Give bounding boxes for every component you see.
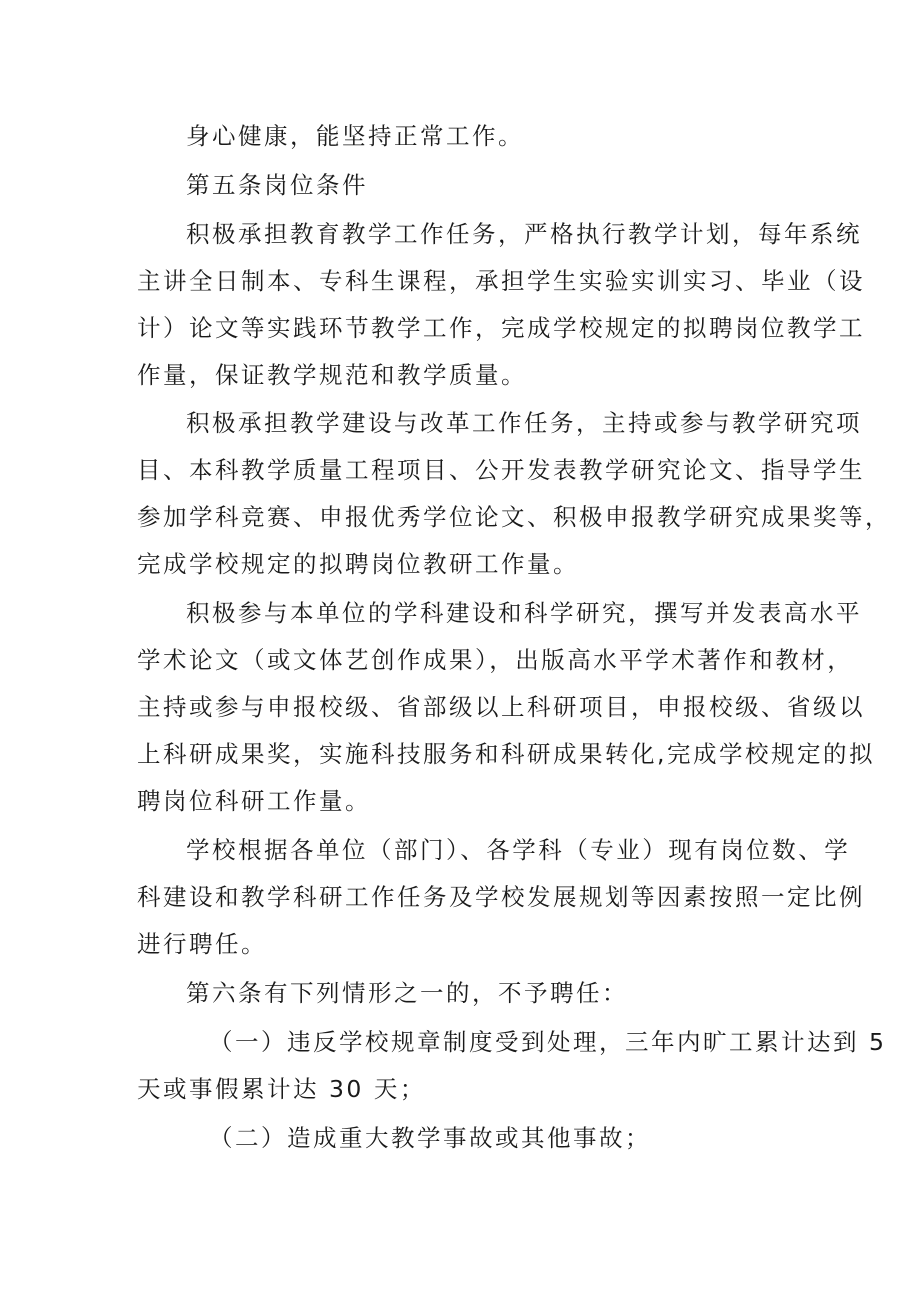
paragraph-line: 积极参与本单位的学科建设和科学研究，撰写并发表高水平 xyxy=(186,599,862,627)
paragraph-line: 主讲全日制本、专科生课程，承担学生实验实训实习、毕业（设 xyxy=(137,267,865,295)
paragraph-line: 积极承担教育教学工作任务，严格执行教学计划，每年系统 xyxy=(186,220,862,248)
section-heading: 第五条岗位条件 xyxy=(186,171,368,199)
paragraph-line: 目、本科教学质量工程项目、公开发表教学研究论文、指导学生 xyxy=(137,456,865,484)
paragraph-line: 参加学科竞赛、申报优秀学位论文、积极申报教学研究成果奖等， xyxy=(137,503,891,531)
paragraph-line: 积极承担教学建设与改革工作任务，主持或参与教学研究项 xyxy=(186,409,862,437)
paragraph-line: 作量，保证教学规范和教学质量。 xyxy=(137,361,527,389)
paragraph-line: 上科研成果奖，实施科技服务和科研成果转化,完成学校规定的拟 xyxy=(137,740,875,768)
section-heading: 第六条有下列情形之一的，不予聘任： xyxy=(186,979,628,1007)
list-item-line: （二）造成重大教学事故或其他事故； xyxy=(209,1124,651,1152)
list-item-line: 天或事假累计达 30 天； xyxy=(137,1075,426,1103)
paragraph-line: 聘岗位科研工作量。 xyxy=(137,787,371,815)
paragraph-line: 学校根据各单位（部门）、各学科（专业）现有岗位数、学 xyxy=(186,836,851,864)
paragraph-line: 完成学校规定的拟聘岗位教研工作量。 xyxy=(137,550,579,578)
paragraph-line: 学术论文（或文体艺创作成果），出版高水平学术著作和教材， xyxy=(137,646,854,674)
paragraph-line: 进行聘任。 xyxy=(137,930,267,958)
paragraph-line: 科建设和教学科研工作任务及学校发展规划等因素按照一定比例 xyxy=(137,883,865,911)
list-item-line: （一）违反学校规章制度受到处理，三年内旷工累计达到 5 xyxy=(209,1028,887,1056)
paragraph-line: 主持或参与申报校级、省部级以上科研项目，申报校级、省级以 xyxy=(137,693,865,721)
paragraph-line: 身心健康，能坚持正常工作。 xyxy=(186,122,524,150)
paragraph-line: 计）论文等实践环节教学工作，完成学校规定的拟聘岗位教学工 xyxy=(137,314,865,342)
